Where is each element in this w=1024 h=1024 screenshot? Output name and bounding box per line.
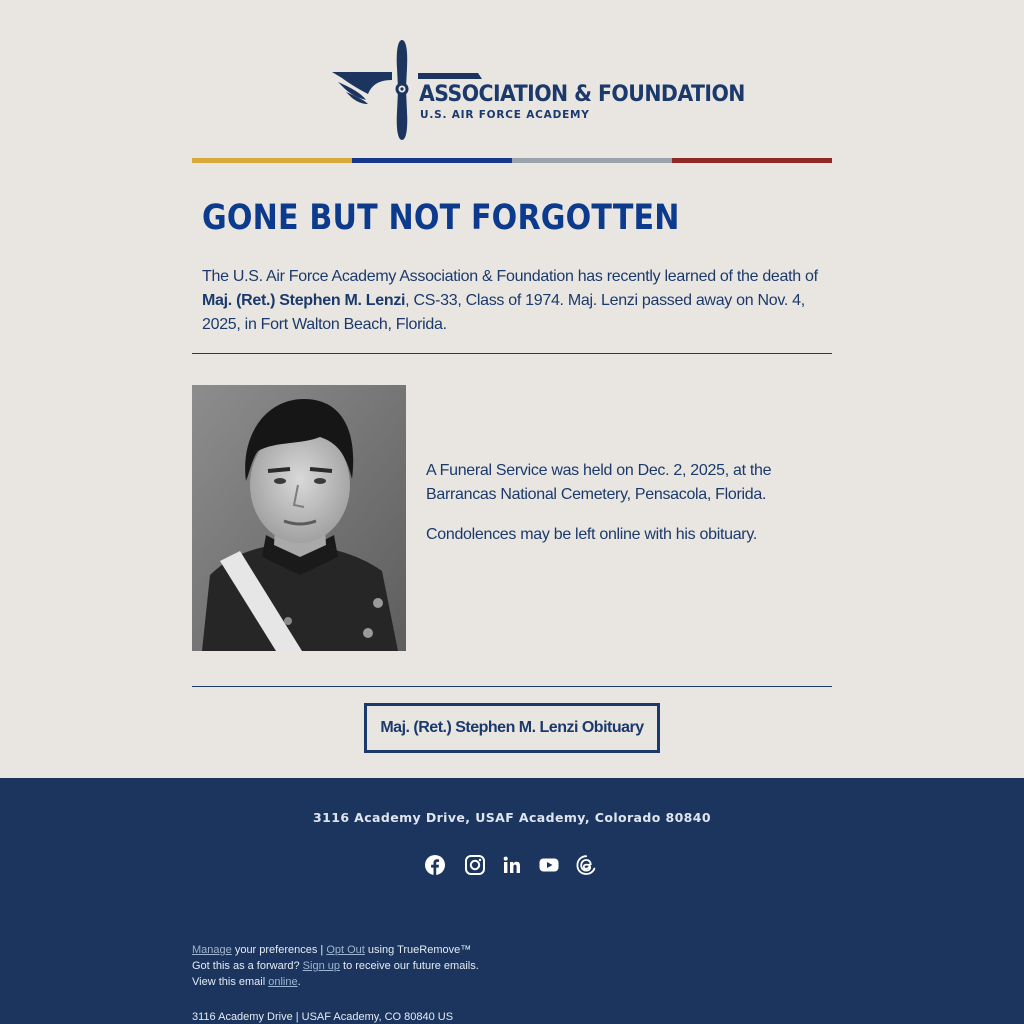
portrait-photo (192, 385, 406, 651)
obituary-button[interactable]: Maj. (Ret.) Stephen M. Lenzi Obituary (364, 703, 660, 753)
opt-out-link[interactable]: Opt Out (326, 944, 365, 956)
page-title: GONE BUT NOT FORGOTTEN (202, 198, 680, 238)
divider-bottom (192, 686, 832, 687)
manage-link[interactable]: Manage (192, 944, 232, 956)
footer (0, 778, 1024, 1024)
facebook-icon[interactable] (424, 854, 446, 876)
preferences-line (192, 942, 479, 958)
youtube-icon[interactable] (538, 854, 560, 876)
association-logo[interactable] (332, 38, 745, 142)
brand-color-bar (192, 158, 832, 163)
intro-paragraph (202, 265, 824, 337)
deceased-name: Maj. (Ret.) Stephen M. Lenzi (202, 292, 406, 309)
view-online-link[interactable]: online (268, 976, 298, 988)
propeller-wings-icon (332, 38, 418, 142)
opt-out-text: using TrueRemove™ (364, 944, 472, 956)
linkedin-icon[interactable] (501, 854, 523, 876)
logo-subtitle: U.S. AIR FORCE ACADEMY (420, 109, 590, 121)
footer-fine-print (192, 942, 479, 990)
footer-postal-address: 3116 Academy Drive | USAF Academy, CO 80840 US (192, 1011, 454, 1023)
condolences-text: Condolences may be left online with his obituary. (426, 526, 757, 543)
footer-address: 3116 Academy Drive, USAF Academy, Colorado 80840 (313, 810, 711, 825)
view-text: View this email (192, 976, 269, 988)
color-bar-gold (192, 158, 352, 163)
funeral-service-text: A Funeral Service was held on Dec. 2, 2025, at the Barrancas National Cemetery, Pensacola, Florida. (426, 462, 772, 503)
service-details (426, 459, 806, 563)
forward-text: Got this as a forward? (192, 960, 303, 972)
threads-icon[interactable] (575, 854, 597, 876)
logo-title: ASSOCIATION & FOUNDATION (419, 82, 745, 107)
color-bar-red (672, 158, 832, 163)
view-online-line (192, 974, 479, 990)
instagram-icon[interactable] (464, 854, 486, 876)
sign-up-link[interactable]: Sign up (302, 960, 340, 972)
color-bar-blue (352, 158, 512, 163)
view-end: . (297, 976, 301, 988)
divider-top (192, 353, 832, 354)
sign-up-text: to receive our future emails. (339, 960, 479, 972)
intro-text-after: , CS-33, Class of 1974. Maj. Lenzi passed away on Nov. 4, 2025, in Fort Walton Beach, Florida. (202, 292, 805, 333)
forward-line (192, 958, 479, 974)
intro-text-before: The U.S. Air Force Academy Association & Foundation has recently learned of the death of (202, 268, 818, 285)
manage-text: your preferences | (231, 944, 327, 956)
social-links (424, 854, 597, 876)
color-bar-gray (512, 158, 672, 163)
